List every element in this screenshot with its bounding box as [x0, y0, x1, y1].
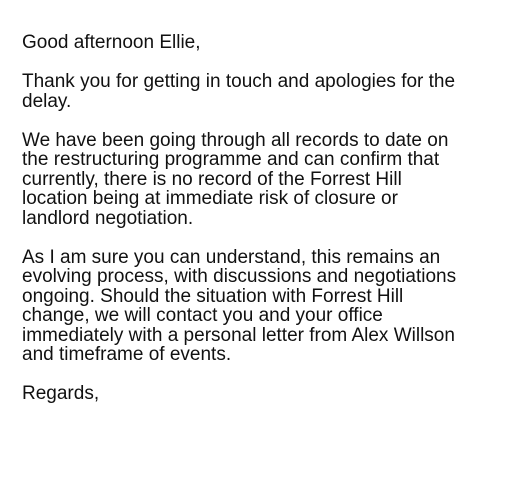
email-paragraph: Thank you for getting in touch and apologies for the delay.: [22, 71, 456, 112]
email-greeting: Good afternoon Ellie,: [22, 32, 201, 53]
email-body: [22, 33, 500, 423]
email-paragraph: We have been going through all records to date on the restructuring programme and can confirm that currently, there is no record of the Forrest Hill location being at immediate risk of closure or landlord negotiation.: [22, 129, 449, 229]
email-closing: Regards,: [22, 383, 100, 404]
email-paragraph: As I am sure you can understand, this remains an evolving process, with discussions and negotiations ongoing. Should the situation with Forrest Hill change, we will contact you and your office immediately with a personal letter from Alex Willson and timeframe of events.: [22, 246, 457, 365]
